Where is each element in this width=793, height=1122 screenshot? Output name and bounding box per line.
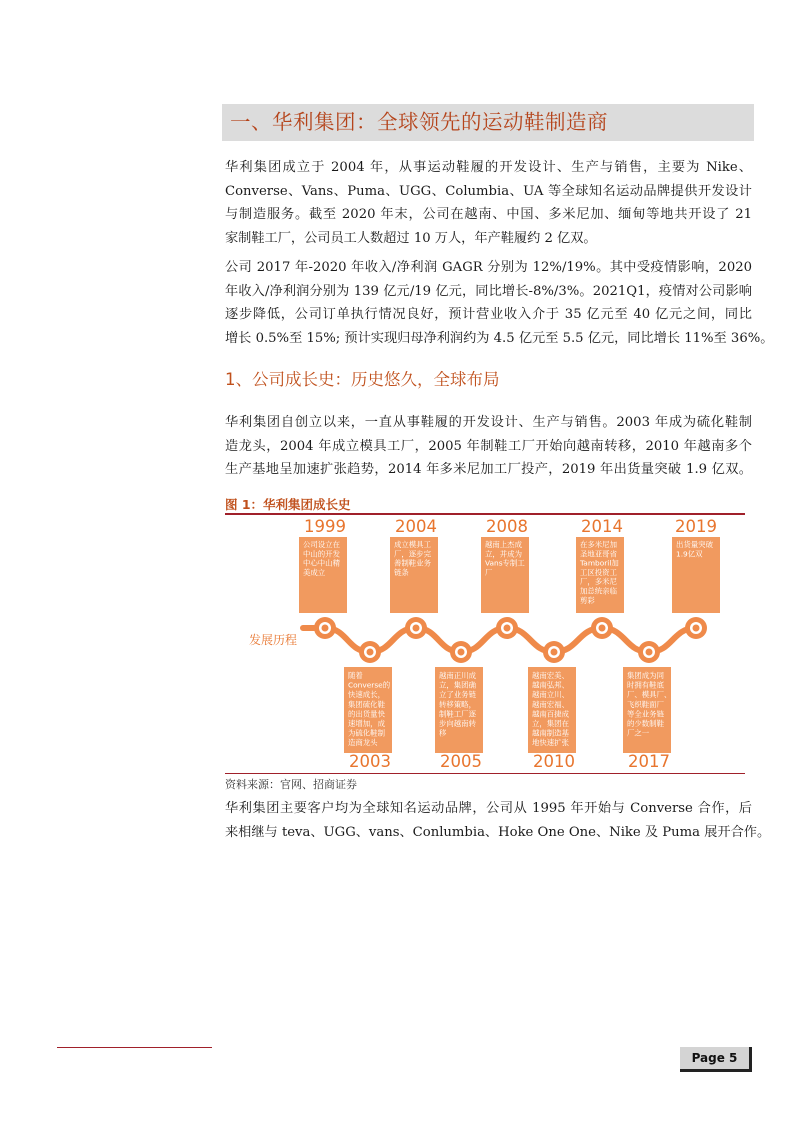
timeline-event-2005 — [435, 667, 483, 771]
timeline-event-text: 圣地亚哥省 — [580, 549, 617, 559]
paragraph-line: Converse、Vans、Puma、UGG、Columbia、UA 等全球知名运动品牌提供开发设计 — [225, 183, 752, 199]
paragraph-line: 家制鞋工厂，公司员工人数超过 10 万人，年产鞋履约 2 亿双。 — [225, 230, 597, 246]
timeline-node-core — [599, 625, 606, 632]
figure-bottom-rule — [225, 773, 745, 774]
timeline-event-text: 剪彩 — [580, 595, 595, 605]
intro-paragraph — [225, 156, 752, 250]
paragraph-line: 生产基地呈加速扩张趋势，2014 年多米尼加工厂投产，2019 年出货量突破 1.9 亿双。 — [225, 462, 752, 477]
timeline-node-core — [693, 625, 700, 632]
timeline-event-text: 出货量突破 — [676, 540, 713, 549]
timeline-event-text: 等全业务链 — [627, 709, 664, 719]
page-number: Page 5 — [680, 1047, 752, 1072]
timeline-event-1999 — [299, 517, 347, 613]
timeline-year: 2004 — [395, 517, 437, 536]
timeline-event-2019 — [672, 517, 720, 613]
paragraph-line: 年收入/净利润分别为 139 亿元/19 亿元，同比增长-8%/3%。2021Q1，疫情对公司影响 — [225, 283, 752, 299]
paragraph-line: 华利集团主要客户均为全球知名运动品牌，公司从 1995 年开始与 Converse 合作，后 — [225, 801, 752, 816]
timeline-event-2017 — [623, 667, 671, 771]
customers-paragraph — [225, 797, 771, 844]
timeline-event-text: 的出货量快 — [348, 709, 385, 719]
timeline-node-core — [413, 625, 420, 632]
timeline-axis — [303, 617, 707, 663]
timeline-figure — [225, 515, 745, 773]
timeline-year: 2008 — [486, 517, 528, 536]
timeline-node-core — [322, 625, 329, 632]
timeline-event-text: 公司设立在 — [303, 540, 340, 549]
timeline-event-text: Vans专制工 — [485, 558, 525, 568]
timeline-event-text: 越南立川、 — [532, 690, 569, 700]
timeline-year: 1999 — [304, 517, 346, 536]
timeline-node-core — [458, 649, 465, 656]
timeline-event-text: 地快速扩张 — [532, 738, 569, 748]
timeline-event-text: 越南正川成 — [439, 671, 476, 680]
timeline-event-text: 快速成长， — [348, 690, 385, 700]
figure-title: 图 1：华利集团成长史 — [225, 497, 351, 512]
paragraph-line: 华利集团自创立以来，一直从事鞋履的开发设计、生产与销售。2003 年成为硫化鞋制 — [225, 415, 752, 430]
timeline-event-text: Tamboril加 — [580, 558, 619, 568]
timeline-event-text: 集团成为同 — [627, 671, 664, 680]
timeline-event-text: 飞织鞋面厂 — [627, 699, 664, 709]
paragraph-line: 增长 0.5%至 15%; 预计实现归母净利润约为 4.5 亿元至 5.5 亿元，同比增长 11%至 36%。 — [225, 330, 774, 346]
timeline-event-text: 善制鞋业务 — [394, 558, 431, 568]
timeline-event-text: 随着 — [348, 671, 363, 680]
timeline-event-text: 立，集团确 — [439, 680, 476, 690]
timeline-event-text: Converse的 — [348, 680, 391, 690]
figure-source: 资料来源：官网、招商证券 — [225, 778, 357, 791]
timeline-bottom-events — [344, 667, 671, 771]
timeline-event-text: 工区投资工 — [580, 567, 617, 577]
timeline-year: 2014 — [581, 517, 623, 536]
paragraph-line: 造龙头，2004 年成立模具工厂，2005 年制鞋工厂开始向越南转移，2010 年越南多个 — [225, 438, 752, 454]
timeline-event-2014 — [576, 517, 624, 613]
timeline-node-core — [551, 649, 558, 656]
paragraph-line: 逐步降低，公司订单执行情况良好，预计营业收入介于 35 亿元至 40 亿元之间，同比 — [225, 307, 752, 322]
timeline-node-core — [646, 649, 653, 656]
timeline-year: 2019 — [675, 517, 717, 536]
timeline-event-text: 时拥有鞋底 — [627, 680, 664, 690]
timeline-event-text: 移 — [439, 728, 447, 738]
paragraph-line: 华利集团成立于 2004 年，从事运动鞋履的开发设计、生产与销售，主要为 Nike、 — [225, 160, 752, 175]
timeline-event-text: 厂 — [485, 567, 493, 577]
timeline-event-text: 链条 — [394, 567, 409, 577]
timeline-event-text: 速增加，成 — [348, 719, 385, 728]
timeline-event-text: 转移策略， — [439, 699, 476, 709]
section-title: 一、华利集团：全球领先的运动鞋制造商 — [230, 110, 608, 134]
timeline-event-text: 厂，逐步完 — [394, 549, 431, 559]
timeline-event-text: 制鞋工厂逐 — [439, 709, 476, 719]
timeline-axis-label: 发展历程 — [249, 633, 298, 647]
timeline-event-text: 成立模具工 — [394, 540, 431, 549]
timeline-event-2004 — [390, 517, 438, 613]
timeline-node-core — [504, 625, 511, 632]
timeline-event-text: 立，并成为 — [485, 549, 522, 559]
timeline-year: 2003 — [349, 752, 391, 771]
timeline-event-text: 越南制造基 — [532, 728, 569, 738]
timeline-node-core — [367, 649, 374, 656]
timeline-event-text: 厂之一 — [627, 728, 650, 738]
paragraph-line: 与制造服务。截至 2020 年末，公司在越南、中国、多米尼加、缅甸等地共开设了 21 — [225, 207, 752, 222]
timeline-event-2003 — [344, 667, 392, 771]
timeline-event-text: 厂、模具厂、 — [627, 690, 672, 700]
timeline-event-2008 — [481, 517, 529, 613]
timeline-year: 2010 — [533, 752, 575, 771]
timeline-event-text: 步向越南转 — [439, 719, 476, 728]
timeline-event-text: 越南弘邦、 — [532, 680, 569, 690]
timeline-event-text: 越南百捷成 — [532, 709, 569, 719]
timeline-event-text: 中心中山精 — [303, 558, 340, 568]
timeline-event-text: 美成立 — [303, 567, 326, 577]
timeline-event-text: 的少数制鞋 — [627, 719, 664, 728]
timeline-event-text: 集团硫化鞋 — [348, 699, 385, 709]
timeline-year: 2017 — [628, 752, 670, 771]
paragraph-line: 公司 2017 年-2020 年收入/净利润 GAGR 分别为 12%/19%。其中受疫情影响，2020 — [225, 260, 752, 275]
timeline-event-text: 1.9亿双 — [676, 549, 703, 559]
timeline-event-text: 立，集团在 — [532, 719, 569, 728]
timeline-event-text: 在多米尼加 — [580, 540, 617, 549]
timeline-event-2010 — [528, 667, 576, 771]
timeline-event-text: 中山的开发 — [303, 549, 340, 559]
timeline-event-text: 造商龙头 — [348, 738, 378, 748]
subsection-title: 1、公司成长史：历史悠久，全球布局 — [225, 370, 500, 389]
history-paragraph — [225, 411, 752, 482]
timeline-event-text: 越南宏美、 — [532, 671, 569, 680]
timeline-top-events — [299, 517, 720, 613]
timeline-year: 2005 — [440, 752, 482, 771]
paragraph-line: 来相继与 teva、UGG、vans、Conlumbia、Hoke One One、Nike 及 Puma 展开合作。 — [225, 824, 771, 840]
timeline-event-text: 越南上杰成 — [485, 540, 522, 549]
timeline-event-text: 越南宏福、 — [532, 699, 569, 709]
timeline-event-text: 立了业务链 — [439, 690, 476, 700]
footer-rule — [57, 1047, 212, 1048]
timeline-event-text: 厂，多米尼 — [580, 577, 617, 587]
timeline-event-text: 加总统亲临 — [580, 586, 617, 596]
financial-paragraph — [225, 256, 774, 350]
timeline-event-text: 为硫化鞋制 — [348, 728, 385, 738]
